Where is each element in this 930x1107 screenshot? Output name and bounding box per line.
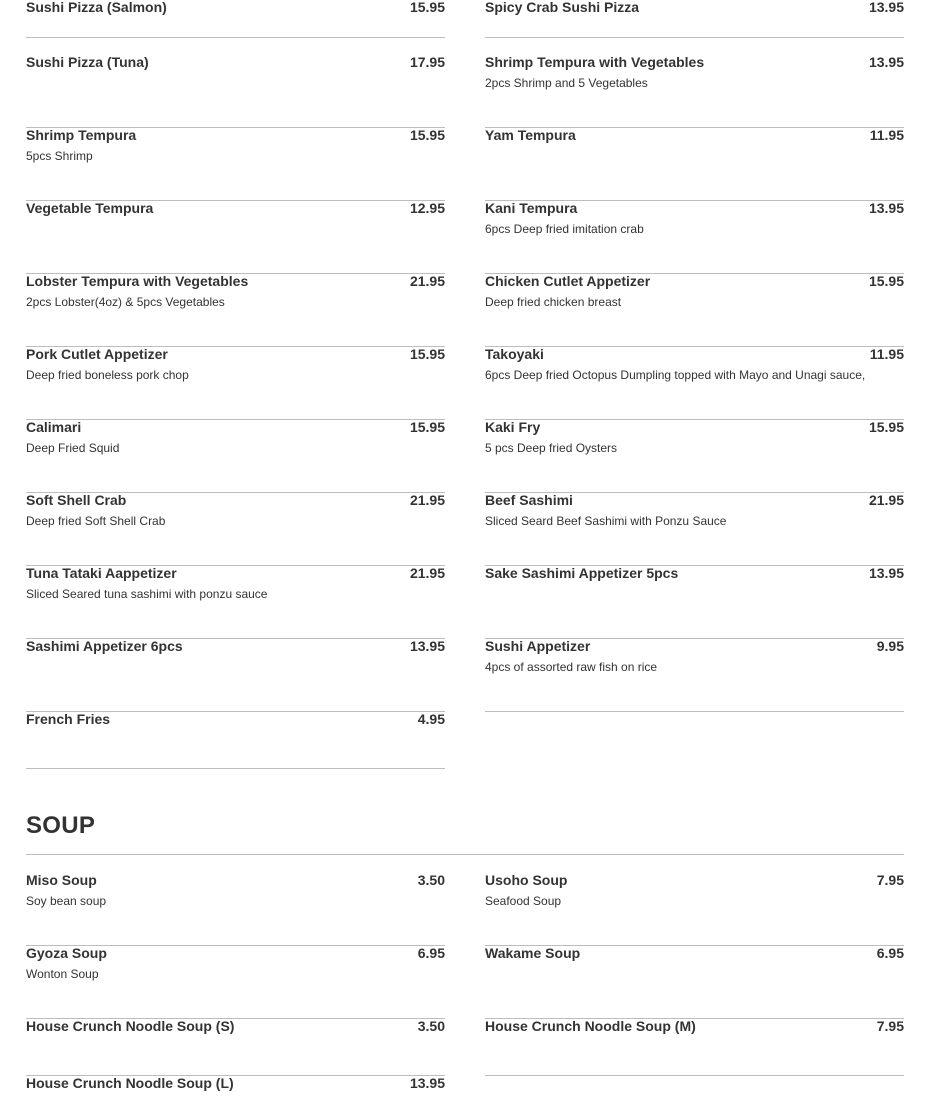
item-name: Shrimp Tempura (26, 127, 137, 143)
item-description: 5pcs Shrimp (26, 149, 93, 163)
item-price: 6.95 (417, 945, 445, 961)
item-price: 13.95 (409, 1075, 445, 1091)
item-description: Deep fried Soft Shell Crab (26, 514, 166, 528)
menu-item[interactable] (485, 946, 904, 1019)
menu-item[interactable] (26, 1019, 445, 1076)
item-price: 21.95 (409, 492, 445, 508)
item-price: 7.95 (876, 1018, 904, 1034)
item-price: 17.95 (409, 54, 445, 70)
menu-item[interactable] (26, 946, 445, 1019)
item-name: Miso Soup (26, 872, 97, 888)
menu-item[interactable] (485, 347, 904, 420)
menu-item[interactable] (26, 712, 445, 769)
item-price: 11.95 (869, 346, 904, 362)
item-name: Lobster Tempura with Vegetables (26, 273, 249, 289)
menu-item[interactable] (26, 1076, 445, 1107)
item-name: Usoho Soup (485, 872, 568, 888)
menu-item[interactable] (485, 1019, 904, 1076)
item-description: 5 pcs Deep fried Oysters (485, 441, 618, 455)
item-price: 13.95 (868, 54, 904, 70)
item-name: Calimari (26, 419, 82, 435)
item-name: Pork Cutlet Appetizer (26, 346, 168, 362)
item-description: Deep fried boneless pork chop (26, 368, 189, 382)
item-description: 2pcs Shrimp and 5 Vegetables (485, 76, 648, 90)
item-name: Spicy Crab Sushi Pizza (485, 0, 640, 15)
menu-item[interactable] (26, 201, 445, 274)
menu-item[interactable] (26, 0, 445, 38)
menu-item[interactable] (485, 128, 904, 201)
item-price: 21.95 (868, 492, 904, 508)
menu-item[interactable] (485, 420, 904, 493)
item-name: Kaki Fry (485, 419, 541, 435)
item-price: 13.95 (868, 565, 904, 581)
menu-item[interactable] (485, 493, 904, 566)
item-name: Beef Sashimi (485, 492, 573, 508)
item-name: Sake Sashimi Appetizer 5pcs (485, 565, 679, 581)
item-name: Gyoza Soup (26, 945, 107, 961)
item-price: 15.95 (868, 419, 904, 435)
item-name: Sushi Appetizer (485, 638, 591, 654)
menu-item[interactable] (485, 566, 904, 639)
item-price: 15.95 (409, 127, 445, 143)
item-description: Sliced Seard Beef Sashimi with Ponzu Sauce (485, 514, 727, 528)
item-price: 12.95 (409, 200, 445, 216)
item-name: Kani Tempura (485, 200, 578, 216)
item-price: 15.95 (868, 273, 904, 289)
item-name: Sashimi Appetizer 6pcs (26, 638, 183, 654)
item-price: 21.95 (409, 565, 445, 581)
item-description: 2pcs Lobster(4oz) & 5pcs Vegetables (26, 295, 225, 309)
menu-item[interactable] (26, 566, 445, 639)
item-description: Soy bean soup (26, 894, 107, 908)
item-name: Yam Tempura (485, 127, 576, 143)
menu-item[interactable] (485, 0, 904, 38)
item-price: 15.95 (409, 0, 445, 15)
item-description: 6pcs Deep fried imitation crab (485, 222, 644, 236)
item-description: Wonton Soup (26, 967, 99, 981)
menu-item[interactable] (26, 274, 445, 347)
menu-item[interactable] (485, 274, 904, 347)
item-description: Seafood Soup (485, 894, 562, 908)
item-price: 7.95 (876, 872, 904, 888)
item-name: Sushi Pizza (Salmon) (26, 0, 167, 15)
item-name: French Fries (26, 711, 111, 727)
item-price: 11.95 (869, 127, 904, 143)
item-name: Chicken Cutlet Appetizer (485, 273, 651, 289)
menu-item[interactable] (26, 347, 445, 420)
item-price: 9.95 (876, 638, 904, 654)
item-price: 13.95 (868, 0, 904, 15)
item-price: 6.95 (876, 945, 904, 961)
item-description: Sliced Seared tuna sashimi with ponzu sauce (26, 587, 268, 601)
item-price: 13.95 (409, 638, 445, 654)
item-name: House Crunch Noodle Soup (L) (26, 1075, 234, 1091)
menu-item[interactable] (485, 201, 904, 274)
item-description: 6pcs Deep fried Octopus Dumpling topped with Mayo and Unagi sauce, (485, 368, 866, 382)
menu-item[interactable] (26, 55, 445, 128)
item-price: 21.95 (409, 273, 445, 289)
item-name: Tuna Tataki Aappetizer (26, 565, 177, 581)
menu-item[interactable] (26, 420, 445, 493)
item-name: Shrimp Tempura with Vegetables (485, 54, 705, 70)
item-price: 4.95 (417, 711, 445, 727)
menu-item[interactable] (485, 639, 904, 712)
item-price: 3.50 (417, 872, 445, 888)
item-price: 13.95 (868, 200, 904, 216)
item-description: Deep Fried Squid (26, 441, 120, 455)
item-name: House Crunch Noodle Soup (M) (485, 1018, 696, 1034)
menu-item[interactable] (26, 493, 445, 566)
menu-item[interactable] (485, 55, 904, 128)
item-price: 15.95 (409, 346, 445, 362)
section-title-soup: SOUP (26, 812, 96, 839)
menu-item[interactable] (26, 639, 445, 712)
item-description: Deep fried chicken breast (485, 295, 622, 309)
menu-item[interactable] (26, 128, 445, 201)
item-description: 4pcs of assorted raw fish on rice (485, 660, 658, 674)
item-name: House Crunch Noodle Soup (S) (26, 1018, 235, 1034)
item-name: Takoyaki (485, 346, 544, 362)
item-price: 15.95 (409, 419, 445, 435)
menu-item[interactable] (26, 873, 445, 946)
item-name: Soft Shell Crab (26, 492, 127, 508)
item-price: 3.50 (417, 1018, 445, 1034)
item-name: Sushi Pizza (Tuna) (26, 54, 149, 70)
item-name: Wakame Soup (485, 945, 581, 961)
section-divider (26, 854, 904, 855)
item-name: Vegetable Tempura (26, 200, 154, 216)
menu-item[interactable] (485, 873, 904, 946)
